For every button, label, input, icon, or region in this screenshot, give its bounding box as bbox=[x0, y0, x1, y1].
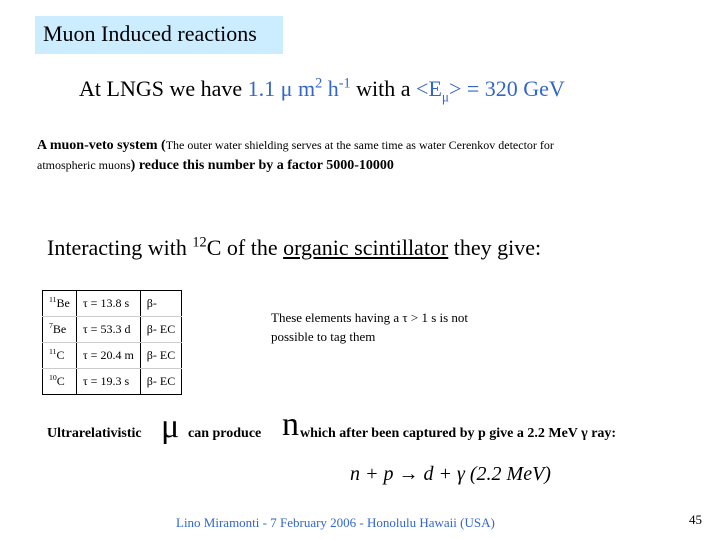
isotope-mass: 10 bbox=[49, 373, 57, 382]
isotope-table bbox=[42, 290, 182, 395]
neutron-symbol: n bbox=[282, 406, 299, 443]
lifetime-cell: τ = 19.3 s bbox=[76, 369, 140, 395]
lifetime-cell: τ = 13.8 s bbox=[76, 291, 140, 317]
isotope-element: C bbox=[56, 374, 65, 388]
lifetime-cell: τ = 53.3 d bbox=[76, 317, 140, 343]
rate-unit-mu: μ bbox=[280, 76, 293, 101]
isotope-element: Be bbox=[56, 296, 70, 310]
rate-unit-m: m bbox=[292, 76, 316, 101]
rate-unit-m-exp: 2 bbox=[315, 75, 323, 92]
interaction-line bbox=[47, 235, 541, 261]
isotope-cell bbox=[43, 369, 77, 395]
veto-note-1: The outer water shielding serves at the same time as water Cerenkov detector for bbox=[165, 138, 554, 152]
energy-open: <E bbox=[416, 76, 442, 101]
veto-line-2 bbox=[37, 158, 394, 174]
mu-symbol: μ bbox=[161, 408, 180, 445]
interact-isotope-mass: 12 bbox=[192, 234, 207, 251]
isotope-element: C bbox=[56, 348, 65, 362]
page-number: 45 bbox=[689, 512, 702, 527]
decay-cell: β- EC bbox=[140, 369, 181, 395]
rate-mid: with a bbox=[350, 76, 417, 101]
rate-unit-h-exp: -1 bbox=[338, 75, 351, 92]
isotope-mass: 7 bbox=[49, 321, 53, 330]
isotope-mass: 11 bbox=[49, 347, 57, 356]
veto-line-1 bbox=[37, 138, 554, 154]
veto-note-2: atmospheric muons bbox=[37, 158, 131, 172]
veto-bold-2: ) reduce this number by a factor 5000-10000 bbox=[130, 158, 394, 173]
rate-unit-h: h bbox=[322, 76, 339, 101]
table-row bbox=[43, 317, 182, 343]
isotope-cell bbox=[43, 317, 77, 343]
slide-title: Muon Induced reactions bbox=[43, 21, 257, 46]
table-row bbox=[43, 343, 182, 369]
tag-note: These elements having a τ > 1 s is not possible to tag them bbox=[271, 310, 469, 344]
decay-cell: β- EC bbox=[140, 317, 181, 343]
isotope-mass: 11 bbox=[49, 295, 57, 304]
interact-prefix: Interacting with bbox=[47, 235, 193, 260]
isotope-element: Be bbox=[52, 322, 67, 336]
ultra-mid: can produce bbox=[188, 426, 262, 441]
table-row bbox=[43, 291, 182, 317]
lifetime-cell: τ = 20.4 m bbox=[76, 343, 140, 369]
energy-close: > = 320 GeV bbox=[448, 76, 565, 101]
interact-mid: of the bbox=[221, 235, 284, 260]
decay-cell: β- bbox=[140, 291, 181, 317]
footer: Lino Miramonti - 7 February 2006 - Honolulu Hawaii (USA) bbox=[176, 515, 495, 530]
interact-suffix: they give: bbox=[448, 235, 542, 260]
isotope-cell bbox=[43, 291, 77, 317]
table-row bbox=[43, 369, 182, 395]
muon-rate-line bbox=[79, 75, 565, 105]
decay-cell: β- EC bbox=[140, 343, 181, 369]
rate-value: 1.1 bbox=[247, 76, 276, 101]
veto-bold-1: A muon-veto system ( bbox=[37, 138, 166, 153]
reaction-equation: n + p → d + γ (2.2 MeV) bbox=[350, 463, 551, 485]
interact-underlined: organic scintillator bbox=[283, 235, 449, 260]
interact-isotope: C bbox=[206, 235, 222, 260]
ultra-tail: which after been captured by p give a 2.2 MeV γ ray: bbox=[300, 426, 617, 441]
rate-prefix: At LNGS we have bbox=[79, 76, 248, 101]
energy-sub: μ bbox=[441, 89, 449, 105]
ultra-label: Ultrarelativistic bbox=[47, 426, 142, 441]
isotope-cell bbox=[43, 343, 77, 369]
